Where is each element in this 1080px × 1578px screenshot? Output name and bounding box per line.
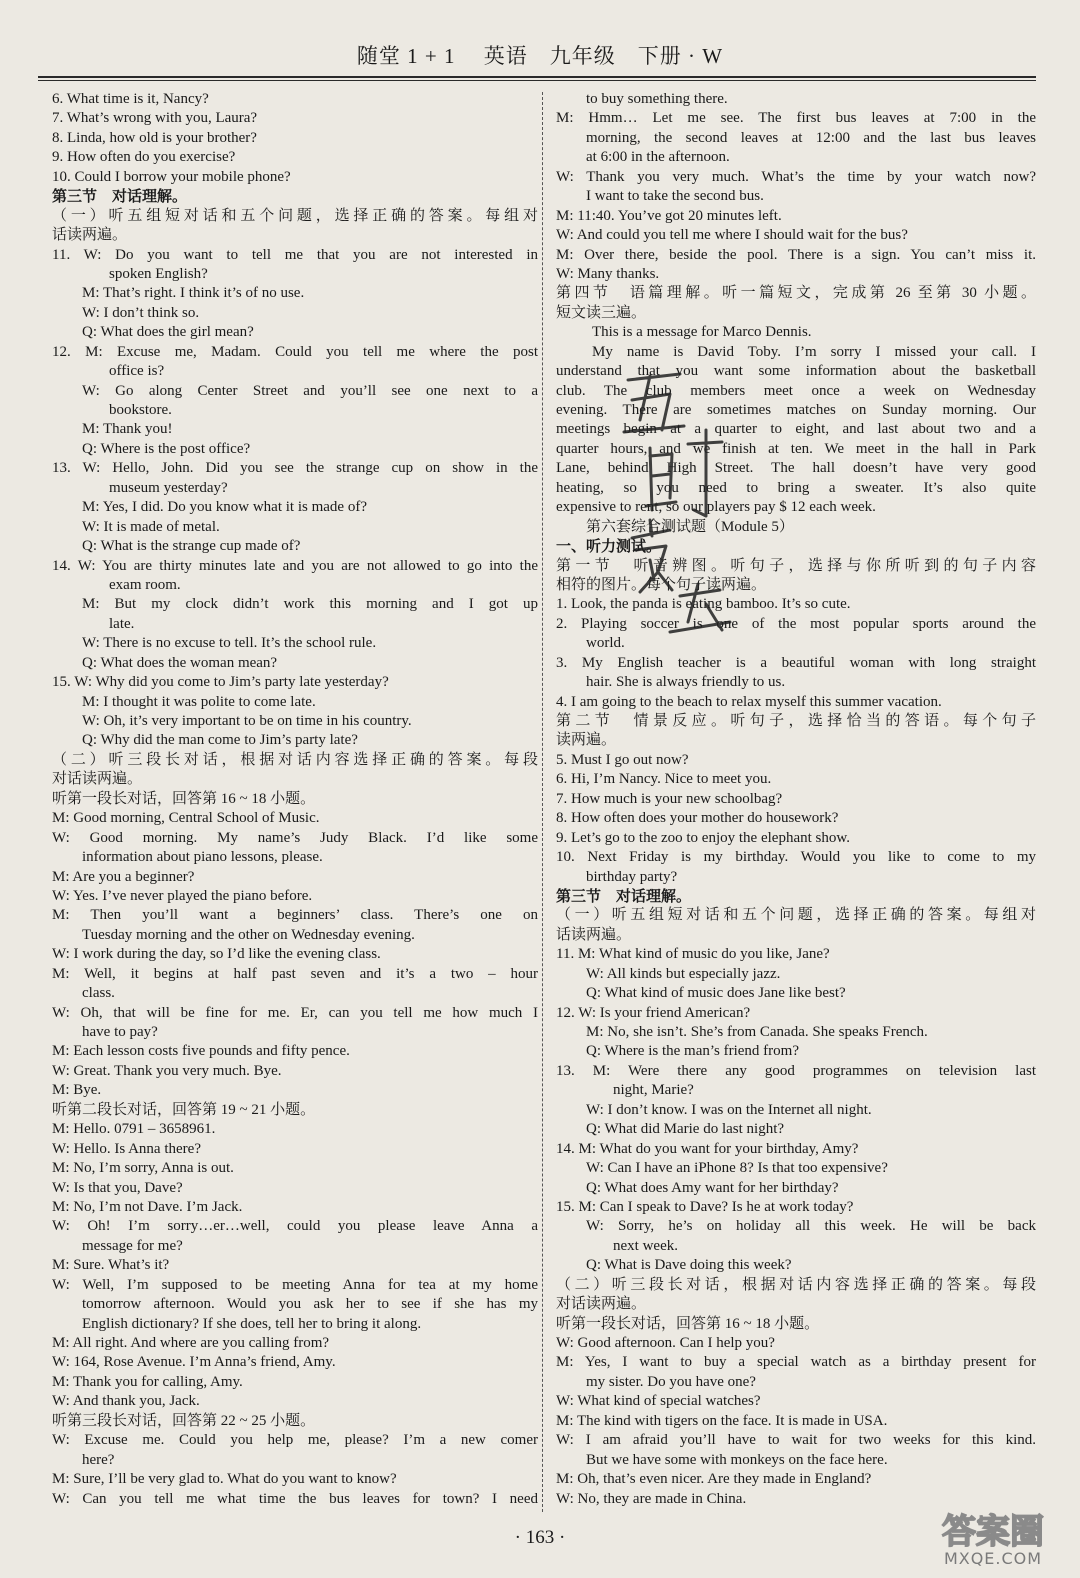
text-line: 听第三段长对话，回答第 22 ~ 25 小题。 xyxy=(52,1412,316,1429)
text-line: M: Oh, that’s even nicer. Are they made in England? xyxy=(556,1471,872,1488)
text-line: W: Good morning. My name’s Judy Black. I’d like some xyxy=(52,829,538,846)
text-line: W: What kind of special watches? xyxy=(556,1393,761,1410)
text-line: Q: Why did the man come to Jim’s party late? xyxy=(82,732,358,749)
text-line: world. xyxy=(586,635,625,652)
text-line: 5. Must I go out now? xyxy=(556,751,689,768)
text-line: English dictionary? If she does, tell her to bring it along. xyxy=(82,1315,422,1332)
text-line: my sister. Do you have one? xyxy=(586,1373,756,1390)
text-line: 第三节 对话理解。 xyxy=(52,188,188,206)
text-line: W: Can I have an iPhone 8? Is that too expensive? xyxy=(586,1160,888,1177)
left-column xyxy=(52,90,538,1509)
text-line: W: Excuse me. Could you help me, please? I’m a new comer xyxy=(52,1432,538,1449)
text-line: information about piano lessons, please. xyxy=(82,849,323,866)
text-line: 3. My English teacher is a beautiful woman with long straight xyxy=(556,654,1036,671)
watermark-text: MXQE.COM xyxy=(943,1549,1043,1568)
right-column xyxy=(556,90,1036,1509)
text-line: W: Thank you very much. What’s the time by your watch now? xyxy=(556,168,1036,185)
text-line: spoken English? xyxy=(109,265,208,282)
text-line: M: Yes, I want to buy a special watch as a birthday present for xyxy=(556,1354,1036,1371)
text-line: M: Bye. xyxy=(52,1082,102,1099)
text-line: W: Good afternoon. Can I help you? xyxy=(556,1335,775,1351)
text-line: 一、听力测试。 xyxy=(556,538,662,556)
text-line: W: I work during the day, so I’d like the evening class. xyxy=(52,946,381,963)
text-line: W: Can you tell me what time the bus leaves for town? I need xyxy=(52,1490,538,1507)
text-line: 话读两遍。 xyxy=(556,926,632,943)
text-line: hair. She is always friendly to us. xyxy=(586,674,786,691)
header-rule-thin xyxy=(38,80,1036,81)
text-line: 12. M: Excuse me, Madam. Could you tell me where the post xyxy=(52,343,538,360)
text-line: M: 11:40. You’ve got 20 minutes left. xyxy=(556,207,782,224)
text-line: 听第二段长对话，回答第 19 ~ 21 小题。 xyxy=(52,1101,316,1118)
text-line: W: Oh, it’s very important to be on time in his country. xyxy=(82,713,412,729)
text-line: 6. What time is it, Nancy? xyxy=(52,91,209,107)
text-line: W: It is made of metal. xyxy=(82,518,220,535)
text-line: M: Then you’ll want a beginners’ class. There’s one on xyxy=(52,907,538,924)
text-line: M: Good morning, Central School of Music. xyxy=(52,810,320,827)
text-line: expensive to rent, so our players pay $ 12 each week. xyxy=(556,499,876,516)
text-line: M: Each lesson costs five pounds and fifty pence. xyxy=(52,1043,350,1060)
text-line: M: Sure. What’s it? xyxy=(52,1257,170,1274)
text-line: 8. How often does your mother do housework? xyxy=(556,810,839,827)
text-line: 6. Hi, I’m Nancy. Nice to meet you. xyxy=(556,771,772,788)
text-line: W: 164, Rose Avenue. I’m Anna’s friend, Amy. xyxy=(52,1354,336,1371)
text-line: tomorrow afternoon. Would you ask her to see if she has my xyxy=(82,1296,538,1313)
watermark-logo-icon xyxy=(918,1505,1068,1551)
text-line: message for me? xyxy=(82,1237,183,1254)
text-line: W: Well, I’m supposed to be meeting Anna for tea at my home xyxy=(52,1276,538,1293)
watermark xyxy=(918,1505,1068,1573)
text-line: 听第一段长对话，回答第 16 ~ 18 小题。 xyxy=(556,1315,820,1332)
text-line: 14. M: What do you want for your birthday, Amy? xyxy=(556,1140,859,1157)
text-line: 第六套综合测试题（Module 5） xyxy=(586,518,794,535)
header-rule xyxy=(38,76,1036,78)
text-line: late. xyxy=(109,615,135,632)
text-line: 7. How much is your new schoolbag? xyxy=(556,790,783,807)
text-line: 15. W: Why did you come to Jim’s party late yesterday? xyxy=(52,674,389,691)
text-line: （二）听三段长对话，根据对话内容选择正确的答案。每段 xyxy=(52,751,538,768)
text-line: office is? xyxy=(109,363,165,380)
text-line: museum yesterday? xyxy=(109,479,228,496)
text-line: Q: Where is the man’s friend from? xyxy=(586,1043,799,1060)
text-line: M: Over there, beside the pool. There is a sign. You can’t miss it. xyxy=(556,246,1036,263)
text-line: 13. W: Hello, John. Did you see the strange cup on show in the xyxy=(52,460,538,477)
text-line: here? xyxy=(82,1451,115,1468)
text-line: 10. Could I borrow your mobile phone? xyxy=(52,168,291,185)
text-line: M: No, I’m not Dave. I’m Jack. xyxy=(52,1198,243,1215)
text-line: This is a message for Marco Dennis. xyxy=(592,324,812,341)
text-line: My name is David Toby. I’m sorry I missed your call. I xyxy=(592,343,1036,360)
text-line: W: Many thanks. xyxy=(556,265,660,282)
text-line: 第二节 情景反应。听句子，选择恰当的答语。每个句子 xyxy=(556,713,1036,729)
text-line: M: Thank you! xyxy=(82,421,173,438)
text-line: M: Hmm… Let me see. The first bus leaves at 7:00 in the xyxy=(556,110,1036,127)
text-line: M: Well, it begins at half past seven and it’s a two – hour xyxy=(52,965,538,982)
text-line: 第三节 对话理解。 xyxy=(556,887,692,905)
text-line: quarter hours, and we finish at ten. We meet in the hall in Park xyxy=(556,440,1036,457)
text-line: 15. M: Can I speak to Dave? Is he at work today? xyxy=(556,1198,854,1215)
text-line: W: Sorry, he’s on holiday all this week. He will be back xyxy=(586,1218,1036,1235)
text-line: evening. There are sometimes matches on Sunday morning. Our xyxy=(556,402,1036,418)
text-line: W: No, they are made in China. xyxy=(556,1490,747,1507)
text-line: 12. W: Is your friend American? xyxy=(556,1004,751,1021)
text-line: M: Hello. 0791 – 3658961. xyxy=(52,1121,216,1138)
text-line: birthday party? xyxy=(586,868,678,885)
text-line: W: Great. Thank you very much. Bye. xyxy=(52,1062,282,1079)
text-line: next week. xyxy=(613,1237,678,1254)
text-line: night, Marie? xyxy=(613,1082,694,1099)
text-line: 13. M: Were there any good programmes on television last xyxy=(556,1062,1036,1079)
text-line: M: No, I’m sorry, Anna is out. xyxy=(52,1160,234,1177)
text-line: understand that you want some information about the basketball xyxy=(556,363,1036,380)
text-line: （一）听五组短对话和五个问题，选择正确的答案。每组对 xyxy=(52,207,538,224)
text-line: Q: What kind of music does Jane like best? xyxy=(586,985,846,1002)
text-line: M: Sure, I’ll be very glad to. What do you want to know? xyxy=(52,1471,397,1488)
text-line: W: I don’t know. I was on the Internet all night. xyxy=(586,1101,872,1118)
text-line: M: Thank you for calling, Amy. xyxy=(52,1373,243,1390)
text-line: 读两遍。 xyxy=(556,732,617,749)
text-line: W: Yes. I’ve never played the piano before. xyxy=(52,887,313,904)
text-line: M: I thought it was polite to come late. xyxy=(82,693,316,710)
text-line: I want to take the second bus. xyxy=(586,188,764,205)
text-line: W: Is that you, Dave? xyxy=(52,1179,183,1196)
text-line: Lane, behind High Street. The hall doesn’t have very good xyxy=(556,460,1036,477)
text-line: class. xyxy=(82,985,115,1002)
text-line: 相符的图片。每个句子读两遍。 xyxy=(556,576,767,593)
text-line: M: No, she isn’t. She’s from Canada. She speaks French. xyxy=(586,1024,928,1040)
text-line: W: And could you tell me where I should wait for the bus? xyxy=(556,227,908,244)
text-line: Q: What is Dave doing this week? xyxy=(586,1257,792,1274)
text-line: 4. I am going to the beach to relax myself this summer vacation. xyxy=(556,693,942,710)
text-line: W: All kinds but especially jazz. xyxy=(586,965,781,982)
text-line: W: Oh! I’m sorry…er…well, could you please leave Anna a xyxy=(52,1218,538,1235)
text-line: W: I am afraid you’ll have to wait for two weeks for this kind. xyxy=(556,1432,1036,1449)
text-line: 9. How often do you exercise? xyxy=(52,149,236,166)
text-line: 9. Let’s go to the zoo to enjoy the elephant show. xyxy=(556,829,850,846)
text-line: M: The kind with tigers on the face. It is made in USA. xyxy=(556,1412,888,1429)
text-line: 2. Playing soccer is one of the most popular sports around the xyxy=(556,615,1036,632)
text-line: morning, the second leaves at 12:00 and the last bus leaves xyxy=(586,129,1036,146)
text-line: 对话读两遍。 xyxy=(52,771,143,788)
text-line: W: Hello. Is Anna there? xyxy=(52,1140,201,1157)
text-line: Q: What does Amy want for her birthday? xyxy=(586,1179,839,1196)
text-line: 第四节 语篇理解。听一篇短文，完成第 26 至第 30 小题。 xyxy=(556,285,1036,302)
text-line: 11. M: What kind of music do you like, Jane? xyxy=(556,946,830,963)
text-line: M: Yes, I did. Do you know what it is made of? xyxy=(82,499,367,516)
text-line: to buy something there. xyxy=(586,91,728,107)
text-line: 对话读两遍。 xyxy=(556,1296,647,1313)
text-line: 第一节 听音辨图。听句子，选择与你所听到的句子内容 xyxy=(556,557,1036,574)
text-line: 14. W: You are thirty minutes late and you are not allowed to go into the xyxy=(52,557,538,574)
text-line: at 6:00 in the afternoon. xyxy=(586,149,730,166)
text-line: 1. Look, the panda is eating bamboo. It’s so cute. xyxy=(556,596,851,613)
text-line: W: And thank you, Jack. xyxy=(52,1393,200,1410)
text-line: W: Go along Center Street and you’ll see one next to a xyxy=(82,382,538,399)
text-line: 话读两遍。 xyxy=(52,227,128,244)
page-number: · 163 · xyxy=(514,1527,566,1548)
text-line: W: I don’t think so. xyxy=(82,304,200,321)
page-header: 随堂 1 + 1 英语 九年级 下册 · W xyxy=(356,44,724,68)
text-line: have to pay? xyxy=(82,1024,158,1040)
text-line: M: Are you a beginner? xyxy=(52,868,195,885)
text-line: W: There is no excuse to tell. It’s the school rule. xyxy=(82,635,377,652)
text-line: 10. Next Friday is my birthday. Would you like to come to my xyxy=(556,849,1036,866)
text-line: Tuesday morning and the other on Wednesday evening. xyxy=(82,926,415,943)
text-line: 8. Linda, how old is your brother? xyxy=(52,129,257,146)
text-line: 11. W: Do you want to tell me that you are not interested in xyxy=(52,246,538,263)
text-line: heating, so you need to bring a sweater. It’s also quite xyxy=(556,479,1036,496)
text-line: M: That’s right. I think it’s of no use. xyxy=(82,285,305,302)
text-line: M: But my clock didn’t work this morning and I got up xyxy=(82,596,538,613)
text-line: W: Oh, that will be fine for me. Er, can you tell me how much I xyxy=(52,1004,538,1021)
text-line: meetings begin at a quarter to eight, and last about two and a xyxy=(556,421,1036,438)
text-line: bookstore. xyxy=(109,402,172,418)
text-line: club. The club members meet once a week on Wednesday xyxy=(556,382,1036,399)
text-line: But we have some with monkeys on the face here. xyxy=(586,1451,888,1468)
text-line: exam room. xyxy=(109,576,181,593)
column-divider xyxy=(542,92,543,1512)
text-line: Q: What did Marie do last night? xyxy=(586,1121,785,1138)
text-line: （二）听三段长对话，根据对话内容选择正确的答案。每段 xyxy=(556,1276,1036,1293)
text-line: 听第一段长对话，回答第 16 ~ 18 小题。 xyxy=(52,790,316,807)
svg-text:答案圈: 答案圈 xyxy=(942,1512,1044,1551)
text-line: Q: What is the strange cup made of? xyxy=(82,538,301,555)
text-line: 7. What’s wrong with you, Laura? xyxy=(52,110,258,127)
text-line: （一）听五组短对话和五个问题，选择正确的答案。每组对 xyxy=(556,907,1036,924)
text-line: Q: Where is the post office? xyxy=(82,440,251,457)
text-line: 短文读三遍。 xyxy=(556,304,647,321)
text-line: Q: What does the girl mean? xyxy=(82,324,254,341)
text-line: M: All right. And where are you calling from? xyxy=(52,1335,330,1351)
text-line: Q: What does the woman mean? xyxy=(82,654,278,671)
